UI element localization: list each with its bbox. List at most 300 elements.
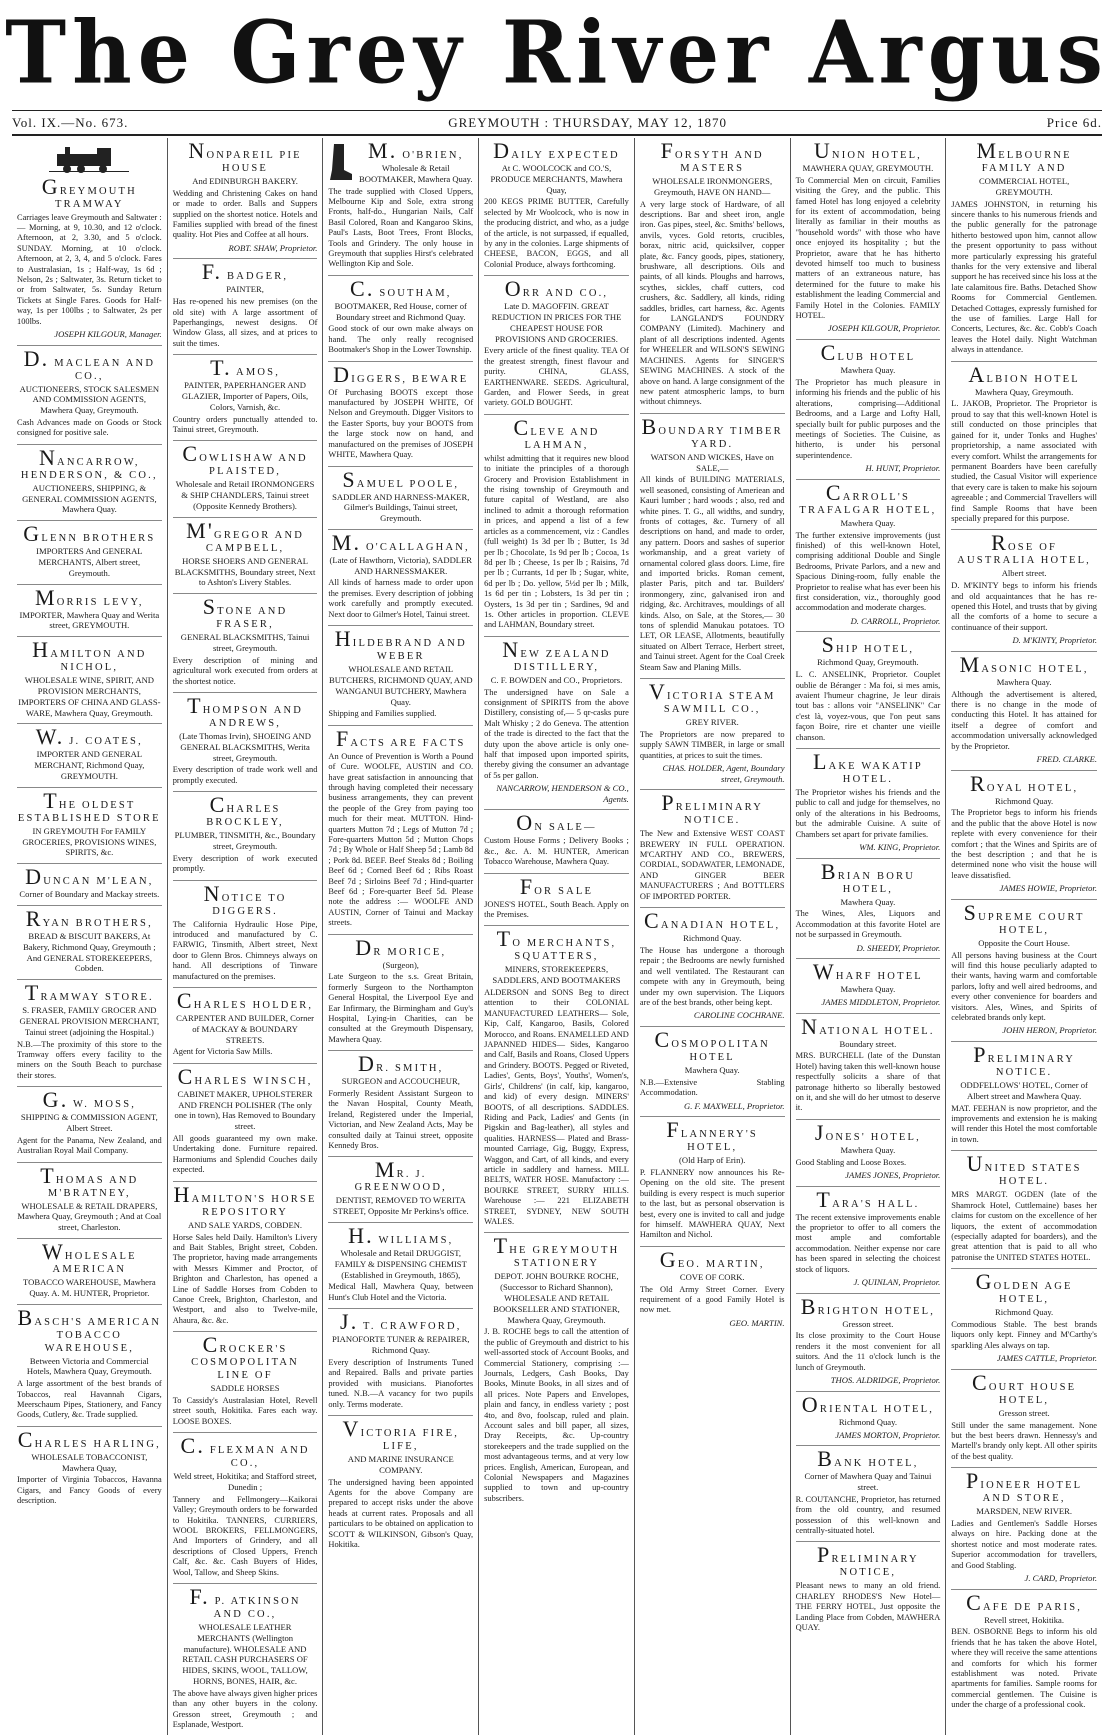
ad-subtitle: (Old Harp of Erin). xyxy=(679,1155,746,1166)
ad-subtitle: Richmond Quay, Greymouth. xyxy=(817,657,919,668)
ad-body: The Wines, Ales, Liquors and Accommodation at this favorite Hotel are not be surpassed in Greymouth. xyxy=(795,909,941,940)
ad-body: The California Hydraulic Hose Pipe, introduced and manufactured by C. FARWIG, Tinsmith, Albert street, Next door to Glenn Bros. Chimneys always on hand. All descriptions of Tinware manufactured on the premises. xyxy=(172,919,318,981)
ad-body: The Proprietor wishes his friends and the public to call and judge for themselves, no only of the alterations in his Bedrooms, but the admirable Cuisine. A suite of Chambers set apart for private families. xyxy=(795,788,941,839)
place-and-date: GREYMOUTH : THURSDAY, MAY 12, 1870 xyxy=(448,115,727,130)
dateline xyxy=(12,114,1102,132)
advertisement xyxy=(796,959,941,1013)
ad-title: UNION HOTEL, xyxy=(813,138,923,163)
ad-body: Country orders punctually attended to. Tainui street, Greymouth. xyxy=(172,414,318,435)
ad-body: Has re-opened his new premises (on the old site) with A large assortment of Paperhangings, newest designs. Of Window Glass, all sizes, and at prices to suit the times. xyxy=(172,297,318,348)
ad-title: RYAN BROTHERS, xyxy=(25,906,153,931)
ad-body: Every description of mining and agricultural work executed from orders at the shortest notice. xyxy=(172,655,318,686)
ad-body: The further extensive improvements (just finished) of this well-known Hotel, comprising additional Double and Single Bedrooms, Private Parlors, and a new and Spacious Dining-room, fully enable the Proprietor to realise what has ever been his first consideration, viz., thoroughly good accommodation and moderate charges. xyxy=(795,530,941,613)
locomotive-icon xyxy=(47,144,131,174)
ad-body: The undersigned having been appointed Agents for the above Company are prepared to accept risks under the above heads at current rates. Proposals and all particulars to be obtained on application to SCOTT & WILKINSON, Gibson's Quay, Hokitika. xyxy=(328,1477,474,1549)
ad-subtitle: PIANOFORTE TUNER & REPAIRER, Richmond Quay. xyxy=(332,1334,470,1356)
advertisement xyxy=(484,138,629,276)
ad-title: PRELIMINARY NOTICE. xyxy=(661,790,764,827)
ad-title: HILDEBRAND AND WEBER xyxy=(334,626,467,663)
ad-subtitle: IN GREYMOUTH For FAMILY GROCERIES, PROVISIONS WINES, SPIRITS, &c. xyxy=(22,825,157,858)
ad-subtitle: WHOLESALE TOBACCONIST, Mawhera Quay, xyxy=(31,1451,148,1473)
ad-subtitle: Albert street. xyxy=(1001,568,1047,579)
ad-body: Agent for the Panama, New Zealand, and Australian Royal Mail Company. xyxy=(17,1135,162,1156)
ad-body: The recent extensive improvements enable the proprietor to offer to all comers the most ample and comfortable accommodation. Neither expense nor care has been spared in selecting the choicest stock of liquors. xyxy=(795,1212,941,1274)
ad-body: Horse Sales held Daily. Hamilton's Livery and Bait Stables, Bright street, Cobden. The proprietor, having made arrangements with Messrs Kimmer and Proctor, of Brighton and Charleston, has opened a Line of Saddle Horses from Cobden to Canoe Creek, Brighton, Charleston, and Westport, and also to Twelve-mile, Ahaura, &c. &c. xyxy=(172,1232,318,1325)
ad-body: All kinds of harness made to order upon the premises. Every description of jobbing work carefully and promptly executed. Next door to Gilmer's Hotel, Tainui street. xyxy=(328,578,474,619)
ad-subtitle: Mawhera Quay. xyxy=(684,1064,740,1075)
ad-body: N.B.—Extensive Stabling Accommodation. xyxy=(639,1077,785,1098)
column-6 xyxy=(791,138,947,1735)
advertisement xyxy=(951,900,1097,1042)
ad-subtitle: IMPORTERS And GENERAL MERCHANTS, Albert street, Greymouth. xyxy=(36,546,143,578)
ad-signature: JOSEPH KILGOUR, Manager. xyxy=(54,329,162,340)
ad-body: Importer of Virginia Tobaccos, Havanna Cigars, and Fancy Goods of every description. xyxy=(17,1475,162,1506)
ad-subtitle: WHOLESALE & RETAIL DRAPERS, Mawhera Quay, Greymouth ; And at Coal street, Charleston. xyxy=(17,1200,162,1233)
ad-subtitle: WHOLESALE WINE, SPIRIT, AND PROVISION MERCHANTS, IMPORTERS OF CHINA AND GLASS-WARE, Mawhera Quay, Greymouth. xyxy=(18,675,161,718)
ad-title: NATIONAL HOTEL. xyxy=(801,1013,935,1039)
ad-subtitle: SHIPPING & COMMISSION AGENT, Albert Street. xyxy=(20,1112,158,1133)
advertisement xyxy=(173,518,318,594)
ad-subtitle: Between Victoria and Commercial Hotels, Mawhera Quay, Greymouth. xyxy=(26,1355,152,1377)
advertisement xyxy=(173,1584,318,1735)
ad-subtitle: IMPORTER AND GENERAL MERCHANT, Richmond Quay, GREYMOUTH. xyxy=(34,749,145,782)
ad-title: BASCH'S AMERICAN TOBACCO WAREHOUSE, xyxy=(17,1304,162,1354)
ad-subtitle: AUCTIONEERS, SHIPPING, & GENERAL COMMISSION AGENTS, Mawhera Quay. xyxy=(22,482,157,515)
advertisement xyxy=(328,138,473,276)
ad-title: BOUNDARY TIMBER YARD. xyxy=(641,413,783,450)
ad-title: PRELIMINARY NOTICE, xyxy=(817,1542,919,1579)
ad-signature: D. SHEEDY, Proprietor. xyxy=(856,942,941,953)
ad-title: LAKE WAKATIP HOTEL. xyxy=(812,749,923,785)
ad-body: Every article of the finest quality. TEA Of the greatest strength, finest flavour and purity. CHINA, GLASS, EARTHENWARE. SEEDS. Agricultural, Garden, and Flower Seeds, in great variety. GOLD BOUGHT. xyxy=(484,346,629,408)
ad-signature: THOS. ALDRIDGE, Proprietor. xyxy=(830,1375,941,1386)
ad-subtitle: C. F. BOWDEN and CO., Proprietors. xyxy=(490,674,623,685)
ad-title: WHARF HOTEL xyxy=(812,959,923,985)
ad-title: CANADIAN HOTEL, xyxy=(644,908,781,934)
advertisement xyxy=(796,749,941,859)
advertisement xyxy=(328,276,473,362)
ad-subtitle: Opposite the Court House. xyxy=(978,937,1070,948)
advertisement xyxy=(640,790,785,908)
ad-subtitle: AND SALE YARDS, COBDEN. xyxy=(188,1219,303,1230)
ad-body: To Cassidy's Australasian Hotel, Revell street south, Hokitika. Fares each way. LOOSE BOXES. xyxy=(172,1395,318,1426)
ad-title: C. SOUTHAM, xyxy=(350,275,452,301)
advertisement xyxy=(951,1370,1097,1468)
ad-signature: JAMES MIDDLETON, Proprietor. xyxy=(821,997,941,1008)
ad-title: CLEVE AND LAHMAN, xyxy=(513,414,600,451)
ad-subtitle: ODDFELLOWS' HOTEL, Corner of Albert street and Mawhera Quay. xyxy=(960,1080,1088,1101)
ad-signature: CHAS. HOLDER, Agent, Boundary street, Greymouth. xyxy=(662,763,785,784)
ad-subtitle: CARPENTER AND BUILDER, Corner of MACKAY & BOUNDARY STREETS. xyxy=(176,1013,315,1045)
advertisement xyxy=(328,726,473,935)
ad-title: ORIENTAL HOTEL, xyxy=(801,1391,935,1417)
advertisement xyxy=(328,1157,473,1223)
ad-title: PRELIMINARY NOTICE. xyxy=(973,1042,1076,1079)
ad-subtitle: MINERS, STOREKEEPERS, SADDLERS, AND BOOTMAKERS xyxy=(492,964,621,986)
advertisement xyxy=(951,1151,1097,1269)
ad-body: Pleasant news to many an old friend. CHARLEY RHODES'S New Hotel— THE FERRY HOTEL, Just opposite the Landing Place from Cobden, MAWHERA QUAY. xyxy=(795,1581,941,1632)
ad-title: SAMUEL POOLE, xyxy=(342,466,460,492)
ad-signature: CAROLINE COCHRANE. xyxy=(693,1010,785,1021)
advertisement xyxy=(951,362,1097,531)
ad-body: The Proprietor begs to inform his friends and the public that the above Hotel is now replete with every convenience for their comfort ; that the Wines and Spirits are of the best description ; and that he is determined none who visit the house will leave dissatisfied. xyxy=(951,808,1097,880)
ad-subtitle: HORSE SHOERS AND GENERAL BLACKSMITHS, Boundary street, Next to Ashton's Livery Stables. xyxy=(174,555,316,588)
masthead-title: The Grey River Argus xyxy=(5,2,1109,104)
ad-subtitle: Mawhera Quay. xyxy=(840,896,896,907)
ad-body: MAT. FEEHAN is now proprietor, and the improvements and extension he is making will render this Hotel the most comfortable in town. xyxy=(951,1103,1097,1144)
ad-body: Carriages leave Greymouth and Saltwater :— Morning, at 9, 10.30, and 12 o'clock. Afternoon, at 2, 3.30, and 5 o'clock. SUNDAY. Morning, at 10 o'clock. Afternoon, at 2, 3, 4, and 5 o'clock. Fares to Australasian, 1s ; Half-way, 1s 6d ; Nelson, 2s ; Saltwater, 3s. Return ticket to or from Saltwater, 5s. Sunday Return Tickets at Single Fares. Goods for Half-way, 1s per 100lbs ; to Saltwater, 2s per 100lbs. xyxy=(17,212,162,326)
ad-title: DUNCAN M'LEAN, xyxy=(25,864,154,890)
ad-subtitle: Mawhera Quay. xyxy=(840,365,896,376)
advertisement xyxy=(173,355,318,441)
ad-title: THOMAS AND M'BRATNEY, xyxy=(40,1162,139,1199)
ad-subtitle: Gresson street. xyxy=(998,1407,1050,1418)
ad-body: The Proprietor has much pleasure in informing his friends and the public of his alterations, comprising—Additional Bedrooms, and a Large and Lofty Hall, specially built for public purposes and the meetings of Societies. The Cuisine, as hitherto, is under his personal superintendence. xyxy=(795,377,941,460)
ad-title: TRAMWAY STORE. xyxy=(24,980,154,1006)
ad-body: Agent for Victoria Saw Mills. xyxy=(172,1047,273,1057)
ad-subtitle: BREAD & BISCUIT BAKERS, At Bakery, Richmond Quay, Greymouth ; And GENERAL STOREKEEPERS, Cobden. xyxy=(23,931,156,974)
ad-title: JONES' HOTEL, xyxy=(814,1119,921,1145)
ad-title: GREYMOUTH TRAMWAY xyxy=(41,173,137,210)
ad-signature: JAMES CATTLE, Proprietor. xyxy=(996,1353,1097,1364)
ad-title: HAMILTON AND NICHOL, xyxy=(32,637,147,674)
ad-subtitle: Revell street, Hokitika. xyxy=(984,1614,1064,1625)
ad-subtitle: Wholesale & Retail BOOTMAKER, Mawhera Quay. xyxy=(359,163,473,184)
ad-signature: JAMES HOWIE, Proprietor. xyxy=(999,883,1097,894)
column-1 xyxy=(12,138,168,1735)
advertisement xyxy=(796,138,941,340)
advertisement xyxy=(951,1269,1097,1370)
ad-subtitle: CABINET MAKER, UPHOLSTERER AND FRENCH POLISHER (The only one in town), Has Removed to Boundary street. xyxy=(174,1088,316,1132)
ad-body: Shipping and Families supplied. xyxy=(328,709,437,719)
ad-signature: D. M'KINTY, Proprietor. xyxy=(1012,635,1097,646)
ad-subtitle: Late D. MAGOFFIN. GREAT REDUCTION IN PRICES FOR THE CHEAPEST HOUSE FOR PROVISIONS AND GROCERIES. xyxy=(491,301,622,344)
ad-body: The New and Extensive WEST COAST BREWERY IN FULL OPERATION. M'CARTHY AND CO., BREWERS, CORDIAL, SODAWATER, LEMONADE, AND GINGER BEER MANUFACTURERS ; And BOTTLERS OF IMPORTED PORTER. xyxy=(639,829,785,901)
ad-title: NANCARROW, HENDERSON, & CO., xyxy=(20,444,158,481)
ad-body: All persons having business at the Court will find this house peculiarly adapted to their wants, having warm and comfortable parlors, lofty and well aired bedrooms, and every other convenience for boarders and visitors. Ales, Wines, and Spirits of celebrated brands only kept. xyxy=(951,950,1097,1023)
ad-title: GLENN BROTHERS xyxy=(23,521,156,547)
ad-body: Formerly Resident Assistant Surgeon to the Navan Hospital, County Meath, Ireland, Registered under the Imperial, Victorian, and New Zealand Acts, May be consulted daily at Tainui street, opposite Kennedy Bros. xyxy=(328,1089,474,1151)
ad-title: F. P. ATKINSON AND CO., xyxy=(189,1584,301,1621)
column-7 xyxy=(946,138,1102,1735)
advertisement xyxy=(796,480,941,633)
ad-body: The above have always given higher prices than any other buyers in the colony. Gresson street, Greymouth ; and Esplanade, Westport. xyxy=(172,1688,318,1730)
ad-signature: J. QUINLAN, Proprietor. xyxy=(853,1277,941,1288)
ad-title: BRIGHTON HOTEL, xyxy=(800,1293,936,1319)
advertisement xyxy=(17,637,162,724)
ad-body: Its close proximity to the Court House renders it the most convenient for all suitors. And the 11 o'clock lunch is the lunch of Greymouth. xyxy=(795,1331,941,1372)
ad-title: PIONEER HOTEL AND STORE, xyxy=(965,1468,1083,1505)
ad-signature: WM. KING, Proprietor. xyxy=(859,842,941,853)
ad-title: THE OLDEST ESTABLISHED STORE xyxy=(17,787,161,824)
ad-subtitle: DENTIST, REMOVED TO WERITA STREET, Opposite Mr Perkins's office. xyxy=(332,1195,469,1217)
ad-title: M. O'BRIEN, xyxy=(368,138,464,163)
ad-title: ROYAL HOTEL, xyxy=(969,770,1079,796)
advertisement xyxy=(17,138,162,346)
ad-title: FACTS ARE FACTS xyxy=(335,725,466,751)
advertisement xyxy=(484,637,629,811)
column-2 xyxy=(168,138,324,1735)
ad-subtitle: COVE OF CORK. xyxy=(679,1271,745,1282)
advertisement xyxy=(328,935,473,1052)
ad-body: Good stock of our own make always on hand. The only really recognised Bootmaker's Shop in the Lower Township. xyxy=(328,324,474,355)
ad-body: Wedding and Christening Cakes on hand or made to order. Balls and Suppers supplied on the shortest notice. Hotels and Families supplied with bread of the finest quality. Hot Pies and Coffee at all hours. xyxy=(172,188,318,240)
advertisement xyxy=(951,771,1097,900)
ad-body: whilst admitting that it requires new blood to initiate the principles of a thorough Grocery and Provision Establishment in the rising township of Greymouth and future capital of Westland, are also inclined to admit a thorough reformation in prices, and append a list of a few articles as a commencement, viz : Candles (full weight) 1s 3d per lb ; Butter, 1s 3d per lb ; Chocolate, 1s 9d per lb ; Cocoa, 1s 8d per lb ; Cheese, 1s per lb ; Raisins, 7d per lb ; Currants, 1d per lb ; Sugar, white, 6d per lb ; Do. yellow, 5½d per lb ; Milk, 1s 6d per tin ; Lobsters, 1s 3d per tin ; Oysters, 1s 3d per tin ; Sardines, 9d and 1s. Other articles in proportion. CLEVE and LAHMAN, Boundary street. xyxy=(484,453,629,630)
ad-title: TARA'S HALL. xyxy=(816,1186,920,1212)
advertisement xyxy=(796,1542,941,1638)
ad-subtitle: GREY RIVER. xyxy=(685,717,739,728)
ad-body: Although the advertisement is altered, there is no change in the mode of conducting this Hotel. It has attained for itself a degree of comfort and accommodation universally acknowledged by the Proprietor. xyxy=(951,689,1097,751)
advertisement xyxy=(796,1187,941,1294)
ad-subtitle: AND MARINE INSURANCE COMPANY. xyxy=(347,1453,454,1475)
advertisement xyxy=(17,1305,162,1427)
ad-subtitle: Weld street, Hokitika; and Stafford street, Dunedin ; xyxy=(173,1471,317,1492)
column-5 xyxy=(635,138,791,1735)
advertisement xyxy=(951,1042,1097,1151)
ad-body: L. JAKOB, Proprietor. The Proprietor is proud to say that this well-known Hotel is still conducted on those principles that gained for it, under Tonks and Hughes' proprietorship, a name associated with every comfort. Whilst the arrangements for permanent Boarders have been carefully studied, the Casual Visitor will experience that every care is taken to make his sojourn agreeable ; and Commercial Travellers will find Sample Rooms that have been specially prepared for this purpose. xyxy=(951,399,1097,523)
ad-subtitle: WATSON AND WICKES, Have on SALE,— xyxy=(650,451,774,473)
advertisement xyxy=(328,530,473,626)
ad-subtitle: Richmond Quay. xyxy=(995,795,1054,806)
ad-title: CLUB HOTEL xyxy=(820,340,916,366)
ad-subtitle: SADDLE HORSES xyxy=(210,1383,280,1394)
ad-body: J. B. ROCHE begs to call the attention of the public of Greymouth and district to his well-assorted stock of Account Books, and Commercial Stationery, comprising :— Journals, Ledgers, Cash Books, Day Books, Minute Books, in all sizes and of all prices. Note Papers and Envelopes, plain and fancy, in endless variety ; post 4to, and 8vo, foolscap, ruled and plain. Account sales and bill paper, all sizes, Dray Receipts, &c. Up-country storekeepers and the trade supplied on the most advantageous terms, and at very low prices. English, American, European, and Colonial Newspapers and Magazines supplied to town and up-country subscribers. xyxy=(484,1327,629,1503)
ad-title: G. W. MOSS, xyxy=(42,1087,137,1113)
advertisement xyxy=(173,881,318,988)
ad-subtitle: SADDLER AND HARNESS-MAKER, Gilmer's Buildings, Tainui street, Greymouth. xyxy=(332,491,470,524)
advertisement xyxy=(484,276,629,415)
ad-title: C. FLEXMAN AND CO., xyxy=(180,1433,310,1470)
ad-body: P. FLANNERY now announces his Re-Opening on the old site. The present building is every respect is much superior to the last, but as personal observation is best, every one is invited to call and judge for himself. MAWHERA QUAY, Next Hamilton and Nichol. xyxy=(639,1167,785,1240)
advertisement xyxy=(17,724,162,787)
advertisement xyxy=(173,1433,318,1584)
ad-title: BRIAN BORU HOTEL, xyxy=(820,858,915,895)
ad-title: STONE AND FRASER, xyxy=(202,594,288,631)
advertisement xyxy=(173,1182,318,1332)
ad-subtitle: MAWHERA QUAY, GREYMOUTH. xyxy=(802,163,934,173)
advertisement xyxy=(173,693,318,792)
ad-subtitle: TOBACCO WAREHOUSE, Mawhera Quay. A. M. HUNTER, Proprietor. xyxy=(23,1277,156,1298)
ad-subtitle: Mawhera Quay. xyxy=(996,676,1052,687)
ad-subtitle: WHOLESALE AND RETAIL BUTCHERS, RICHMOND QUAY, AND WANGANUI BUTCHERY, Mawhera Quay. xyxy=(329,664,473,707)
ad-body: D. M'KINTY begs to inform his friends and old acquaintances that he has re-opened this Hotel, and trusts that by giving all the comforts of a home to secure a continuance of their support. xyxy=(951,581,1097,632)
ad-title: BANK HOTEL, xyxy=(817,1446,919,1472)
ad-subtitle: WHOLESALE IRONMONGERS, Greymouth, HAVE ON HAND— xyxy=(652,176,773,197)
ad-body: ALDERSON and SONS Beg to direct attention to their COLONIAL MANUFACTURED LEATHERS— Sole, Kip, Calf, Kangaroo, Basils, Colored Morocco, and Roans. ENAMELLED AND JAPANNED HIDES— Sides, Kangaroo and Calf, Basils and Roans, Closed Uppers and Grindery. BOOTS. Pegged or Riveted, Ladies', Gents, Boys', Youths', Women's, Girls', Childrens' (in calf, kip, kangaroo, and kid) of every design. MINERS' BOOTS, of all descriptions. SADDLES. Riding and Pack, Ladies' and Gents (in Pigskin and Bag-leather), all styles and qualities. HARNESS— Plated and Brass-mounted Carriage, Gig, Buggy, Express, Waggon, and Cart, of all kinds, and every article in saddlery and harness. MILL BELTS, WATER HOSE. Manufactory :— BOURKE STREET, SURRY HILLS. Warehouse :— 221 ELIZABETH STREET, SYDNEY, NEW SOUTH WALES. xyxy=(484,988,629,1226)
advertisement xyxy=(484,874,629,927)
ad-body: A large assortment of the best brands of Tobaccos, real Havannah Cigars, Meerschaum Pipes, Stationery, and Fancy Goods, Cutlery, &c. Trade supplied. xyxy=(17,1379,162,1420)
ad-subtitle: Wholesale and Retail IRONMONGERS & SHIP CHANDLERS, Tainui street (Opposite Kennedy Brothers). xyxy=(175,479,315,512)
ad-subtitle: Wholesale and Retail DRUGGIST, FAMILY & DISPENSING CHEMIST (Established in Greymouth, 1865), xyxy=(334,1248,467,1280)
ad-body: Ladies and Gentlemen's Saddle Horses always on hire. Packing done at the shortest notice and most moderate rates. Superior accommodation for travellers, and Good Stabling. xyxy=(951,1518,1097,1570)
advertisement xyxy=(484,926,629,1233)
ad-signature: H. HUNT, Proprietor. xyxy=(865,463,941,474)
ad-body: Commodious Stable. The best brands liquors only kept. Finney and M'Carthy's sparkling Ales always on tap. xyxy=(951,1319,1097,1350)
ad-body: R. COUTANCHE, Proprietor, has returned from the old country, and resumed possession of this well-known and centrally-situated hotel. xyxy=(795,1494,941,1535)
ad-title: M. O'CALLAGHAN, xyxy=(331,529,470,555)
advertisement xyxy=(328,1051,473,1157)
advertisement xyxy=(951,530,1097,651)
ad-subtitle: WHOLESALE LEATHER MERCHANTS (Wellington manufacture). WHOLESALE AND RETAIL CASH PURCHASERS OF HIDES, SKINS, WOOL, TALLOW, HORNS, BONES, HAIR, &c. xyxy=(182,1622,308,1686)
ad-signature: D. CARROLL, Proprietor. xyxy=(850,615,941,626)
volume-number: Vol. IX.—No. 673. xyxy=(12,115,129,130)
ad-subtitle: BOOTMAKER, Red House, corner of Boundary street and Richmond Quay. xyxy=(334,300,467,322)
advertisement xyxy=(17,788,162,864)
ad-subtitle: (Late of Hawthorn, Victoria), SADDLER AND HARNESSMAKER. xyxy=(329,554,473,576)
ad-signature: JOSEPH KILGOUR, Proprietor. xyxy=(827,323,941,334)
ad-title: SHIP HOTEL, xyxy=(821,632,915,658)
advertisement xyxy=(173,259,318,355)
ad-subtitle: IMPORTER, Mawhera Quay and Werita street, GREYMOUTH. xyxy=(19,609,160,631)
advertisement xyxy=(17,445,162,521)
advertisement xyxy=(328,626,473,726)
ad-title: DR MORICE, xyxy=(355,934,447,960)
ad-title: CARROLL'S TRAFALGAR HOTEL, xyxy=(799,479,937,516)
ad-title: H. WILLIAMS, xyxy=(348,1223,454,1249)
ad-body: All goods guaranteed my own make. Undertaking done. Furniture repaired. Harmoniums and Splendid Couches daily expected. xyxy=(172,1134,318,1175)
ad-body: N.B.—The proximity of this store to the Tramway offers every facility to the miners on the South Beach to purchase their stores. xyxy=(17,1039,162,1080)
ad-title: J. T. CRAWFORD, xyxy=(339,1309,462,1335)
advertisement xyxy=(328,1416,473,1555)
advertisement xyxy=(17,906,162,980)
ad-signature: FRED. CLARKE. xyxy=(1036,754,1097,765)
advertisement-columns xyxy=(12,138,1102,1730)
ad-body: An Ounce of Prevention is Worth a Pound of Cure. WOOLFE, AUSTIN and CO. have great satisfaction in announcing that through having completed their necessary business arrangements, they can prevent the people of the Grey from paying too much for their meat. MUTTON. Hind-quarters Mutton 7d ; Legs of Mutton 7d ; Fore-quarters Mutton 5d ; Mutton Chops 7d ; By Whole or Half Sheep 5d ; Lamb 8d ; Pork 8d. BEEF. Beef Steaks 8d ; Boiling Beef 6d ; Corned Beef 6d ; Ribs Roast Beef 7d ; Sirloins Beef 7d ; Hind-quarter Beef 6d ; Fore-quarter Beef 5d. Please note the address :— WOOLFE AND AUSTIN, Corner of Tainui and Mackay streets. xyxy=(328,751,474,928)
ad-title: FOR SALE xyxy=(519,873,594,899)
masthead xyxy=(0,2,1114,104)
column-3 xyxy=(323,138,479,1735)
advertisement xyxy=(328,362,473,467)
ad-subtitle: And EDINBURGH BAKERY. xyxy=(192,176,298,186)
ad-title: COSMOPOLITAN HOTEL xyxy=(654,1026,770,1063)
ad-subtitle: Richmond Quay. xyxy=(995,1307,1054,1318)
ad-body: To Commercial Men on circuit, Families visiting the Grey, and the public. This famed Hotel has long enjoyed a celebrity for its extent of accommodation, being literally as familiar in their mouths as "household words" with those who have once enjoyed its hospitality ; but the Proprietor, aware that he has hitherto devoted himself too much to business matters of an extraneous nature, has determined for the future to make his establishment the leading Commercial and Family Hotel in the Colonies. FAMILY HOTEL. xyxy=(795,175,941,321)
ad-body: JAMES JOHNSTON, in returning his sincere thanks to his numerous friends and the public generally for the patronage hitherto bestowed upon him, cannot allow the present opportunity to pass without more particularly expressing his grateful thanks for the very extensive and liberal support he has received since his loss at the late calamitous fire. Baths. Detached Show Rooms for Commercial Gentlemen. Detached Cottages, expressly furnished for the use of families. Large Hall for Concerts, Lectures, &c. &c. Cobb's Coach leaves the Hotel daily. Night Watchman always in attendance. xyxy=(951,199,1097,355)
ad-subtitle: PLUMBER, TINSMITH, &c., Boundary street, Greymouth. xyxy=(174,830,316,852)
ad-signature: ROBT. SHAW, Proprietor. xyxy=(228,242,318,253)
advertisement xyxy=(328,467,473,530)
ad-title: GEO. MARTIN, xyxy=(659,1246,765,1272)
ad-title: F. BADGER, xyxy=(201,259,289,285)
advertisement xyxy=(951,138,1097,362)
advertisement xyxy=(640,414,785,679)
ad-title: THOMPSON AND ANDREWS, xyxy=(187,693,304,730)
ad-signature: G. F. MAXWELL, Proprietor. xyxy=(684,1100,785,1111)
advertisement xyxy=(17,1087,162,1162)
advertisement xyxy=(951,1468,1097,1589)
ad-title: M'GREGOR AND CAMPBELL, xyxy=(186,517,305,554)
ad-title: GOLDEN AGE HOTEL, xyxy=(975,1269,1073,1306)
ad-body: The House has undergone a thorough repair ; the Bedrooms are newly furnished and well ventilated. The Restaurant can compete with any in Greymouth, being under my own supervision. The Liquors are of the best brands, other being kept. xyxy=(639,945,785,1007)
ad-subtitle: Mawhera Quay. xyxy=(840,1144,896,1155)
ad-body: Custom House Forms ; Delivery Books ; &c., &c. A. M. HUNTER, American Tobacco Warehouse, Mawhera Quay. xyxy=(484,836,629,867)
ad-body: Cash Advances made on Goods or Stock consigned for positive sale. xyxy=(17,418,162,438)
advertisement xyxy=(796,632,941,749)
advertisement xyxy=(484,810,629,873)
advertisement xyxy=(17,864,162,906)
ad-title: CHARLES HOLDER, xyxy=(176,988,314,1014)
ad-subtitle: Richmond Quay. xyxy=(683,933,742,944)
ad-title: T. AMOS, xyxy=(210,355,281,381)
ad-body: The Proprietors are now prepared to supply SAWN TIMBER, in large or small quantities, at prices to suit the times. xyxy=(639,729,785,760)
ad-body: Of Purchasing BOOTS except those manufactured by JOSEPH WHITE, Of Nelson and Greymouth. Digger Visitors to the Easter Sports, buy your BOOTS from the large stock now on hand, and manufactured on the premises of JOSEPH WHITE, Mawhera Quay. xyxy=(328,387,474,460)
ad-title: MORRIS LEVY, xyxy=(34,584,144,610)
ad-subtitle: (Surgeon), xyxy=(382,959,419,970)
ad-body: Tannery and Fellmongery—Kaikorai Valley; Greymouth orders to be forwarded to Hokitika. TANNERS, CURRIERS, WOOL BROKERS, FELLMONGERS, And Importers of Grindery, and all descriptions of Closed Uppers, French Calf, &c. &c. Cash Buyers of Hides, Wool, Tallow, and Sheep Skins. xyxy=(172,1494,318,1577)
advertisement xyxy=(17,1239,162,1305)
ad-body: MRS. BURCHELL (late of the Dunstan Hotel) having taken this well-known house respectfully solicits a share of that patronage hitherto so liberally bestowed on it, and she will do her utmost to deserve it. xyxy=(795,1051,941,1113)
ad-title: TO MERCHANTS, SQUATTERS, xyxy=(496,926,617,963)
ad-subtitle: PAINTER, PAPERHANGER AND GLAZIER, Importer of Papers, Oils, Colors, Varnish, &c. xyxy=(181,380,309,412)
ad-subtitle: Corner of Mawhera Quay and Tainui street. xyxy=(804,1471,932,1492)
advertisement xyxy=(796,1294,941,1392)
advertisement xyxy=(796,859,941,960)
ad-body: A very large stock of Hardware, of all descriptions. Bar and sheet iron, angle iron. Gas pipes, steel, &c. Smiths' bellows, anvils, vyces. Gold retorts, crucibles, borax, nitric acid, quicksilver, copper plate, &c. Fancy goods, pipes, stationery, brushware, all descriptions. Oils and paints, of all kinds. Ploughs and harrows, scythes, sickles, chaff cutters, cod crushers, &c. Saddlery, all kinds, riding saddles, bridles, cart harness, &c. Agents for LANGLAND'S FOUNDRY COMPANY (Limited). Machinery and plant of all descriptions indented. Agents for WHEELER and WILSON'S SEWING MACHINES. Agents for SINGER'S SEWING MACHINES. A stock of the above on hand. A large consignment of the new patent atmospheric lamps, to burn without chimneys. xyxy=(639,199,785,407)
ad-title: CAFE DE PARIS, xyxy=(966,1589,1083,1615)
ad-subtitle: COMMERCIAL HOTEL, GREYMOUTH. xyxy=(978,176,1070,197)
advertisement xyxy=(173,1064,318,1182)
ad-title: VICTORIA FIRE, LIFE, xyxy=(342,1415,460,1452)
ad-title: DIGGERS, BEWARE xyxy=(333,361,469,387)
advertisement xyxy=(640,138,785,414)
ad-body: MRS MARGT. OGDEN (late of the Shamrock Hotel, Cuttlemaine) bases her claims for custom on the excellence of her liquors, the extent of accommodation (especially adapted for boarders), and the great attention that is paid to all who patronise the UNITED STATES HOTEL. xyxy=(951,1190,1097,1262)
ad-body: 200 KEGS PRIME BUTTER, Carefully selected by Mr Woolcock, who is now in the producing district, and who, as a judge of the article, is not surpassed, if equalled, by any in the colonies. Large shipments of CHEESE, BACON, EGGS, and all Colonial Produce, always forthcoming. xyxy=(484,197,629,269)
advertisement xyxy=(796,1014,941,1120)
advertisement xyxy=(17,1163,162,1239)
ad-title: W. J. COATES, xyxy=(35,724,143,750)
ad-subtitle: GENERAL BLACKSMITHS, Tainui street, Greymouth. xyxy=(180,632,310,654)
ad-signature: JOHN HERON, Proprietor. xyxy=(1002,1025,1097,1036)
ad-title: NOTICE TO DIGGERS. xyxy=(203,880,287,917)
advertisement xyxy=(328,1223,473,1309)
ad-subtitle: Boundary street. xyxy=(839,1038,897,1049)
ad-title: CHARLES WINSCH, xyxy=(177,1063,313,1089)
ad-subtitle: SURGEON and ACCOUCHEUR, xyxy=(341,1076,460,1087)
ad-body: Every description of trade work well and promptly executed. xyxy=(172,765,318,785)
ad-title: ALBION HOTEL xyxy=(968,361,1080,387)
ad-body: The Old Army Street Corner. Every requirement of a good Family Hotel is now met. xyxy=(639,1284,785,1315)
advertisement xyxy=(484,1233,629,1509)
advertisement xyxy=(173,594,318,693)
ad-title: NONPAREIL PIE HOUSE xyxy=(188,138,302,174)
ad-body: Medical Hall, Mawhera Quay, between Hunt's Club Hotel and the Victoria. xyxy=(328,1282,474,1302)
ad-title: UNITED STATES HOTEL. xyxy=(966,1151,1082,1188)
ad-title: COWLISHAW AND PLAISTED, xyxy=(182,441,308,478)
ad-title: DAILY EXPECTED xyxy=(493,138,620,163)
ad-subtitle: At C. WOOLCOCK and CO.'S, PRODUCE MERCHANTS, Mawhera Quay, xyxy=(490,163,623,195)
ad-title: ON SALE— xyxy=(516,810,597,836)
ad-title: CHARLES BROCKLEY, xyxy=(206,792,284,829)
ad-title: NEW ZEALAND DISTILLERY, xyxy=(502,636,611,673)
ad-subtitle: S. FRASER, FAMILY GROCER AND GENERAL PROVISION MERCHANT, Tainui street (adjoining the Hospital.) xyxy=(19,1005,160,1037)
advertisement xyxy=(328,1309,473,1416)
dateline-rule xyxy=(12,134,1102,136)
price: Price 6d. xyxy=(1046,115,1102,130)
ad-title: HAMILTON'S HORSE REPOSITORY xyxy=(173,1181,317,1218)
advertisement xyxy=(173,138,318,259)
ad-body: The trade supplied with Closed Uppers, Melbourne Kip and Sole, extra strong Fronts, half-do., Hungarian Nails, Calf Basil Colored, Roan and Kangaroo Skins, Paul's Lasts, Boot Trees, Front Blocks, Tools and Grindery. The only house in Greymouth that supplies Hirst's celebrated Wellington Kip and Sole. xyxy=(328,186,474,269)
advertisement xyxy=(173,988,318,1064)
ad-subtitle: (Late Thomas Irvin), SHOEING AND GENERAL BLACKSMITHS, Werita street, Greymouth. xyxy=(179,731,311,763)
masthead-rule xyxy=(12,110,1102,111)
ad-subtitle: Mawhera Quay, Greymouth. xyxy=(975,386,1074,397)
ad-signature: JAMES MORTON, Proprietor. xyxy=(835,1429,941,1440)
ad-signature: JAMES JONES, Proprietor. xyxy=(845,1170,941,1181)
ad-title: MR. J. GREENWOOD, xyxy=(354,1157,447,1194)
ad-title: MELBOURNE FAMILY AND xyxy=(976,138,1072,174)
ad-body: Every description of Instruments Tuned and Repaired. Balls and private parties provided with musicians. Pianofortes tuned. N.B.—A vacancy for two pupils only. Terms moderate. xyxy=(328,1357,474,1409)
